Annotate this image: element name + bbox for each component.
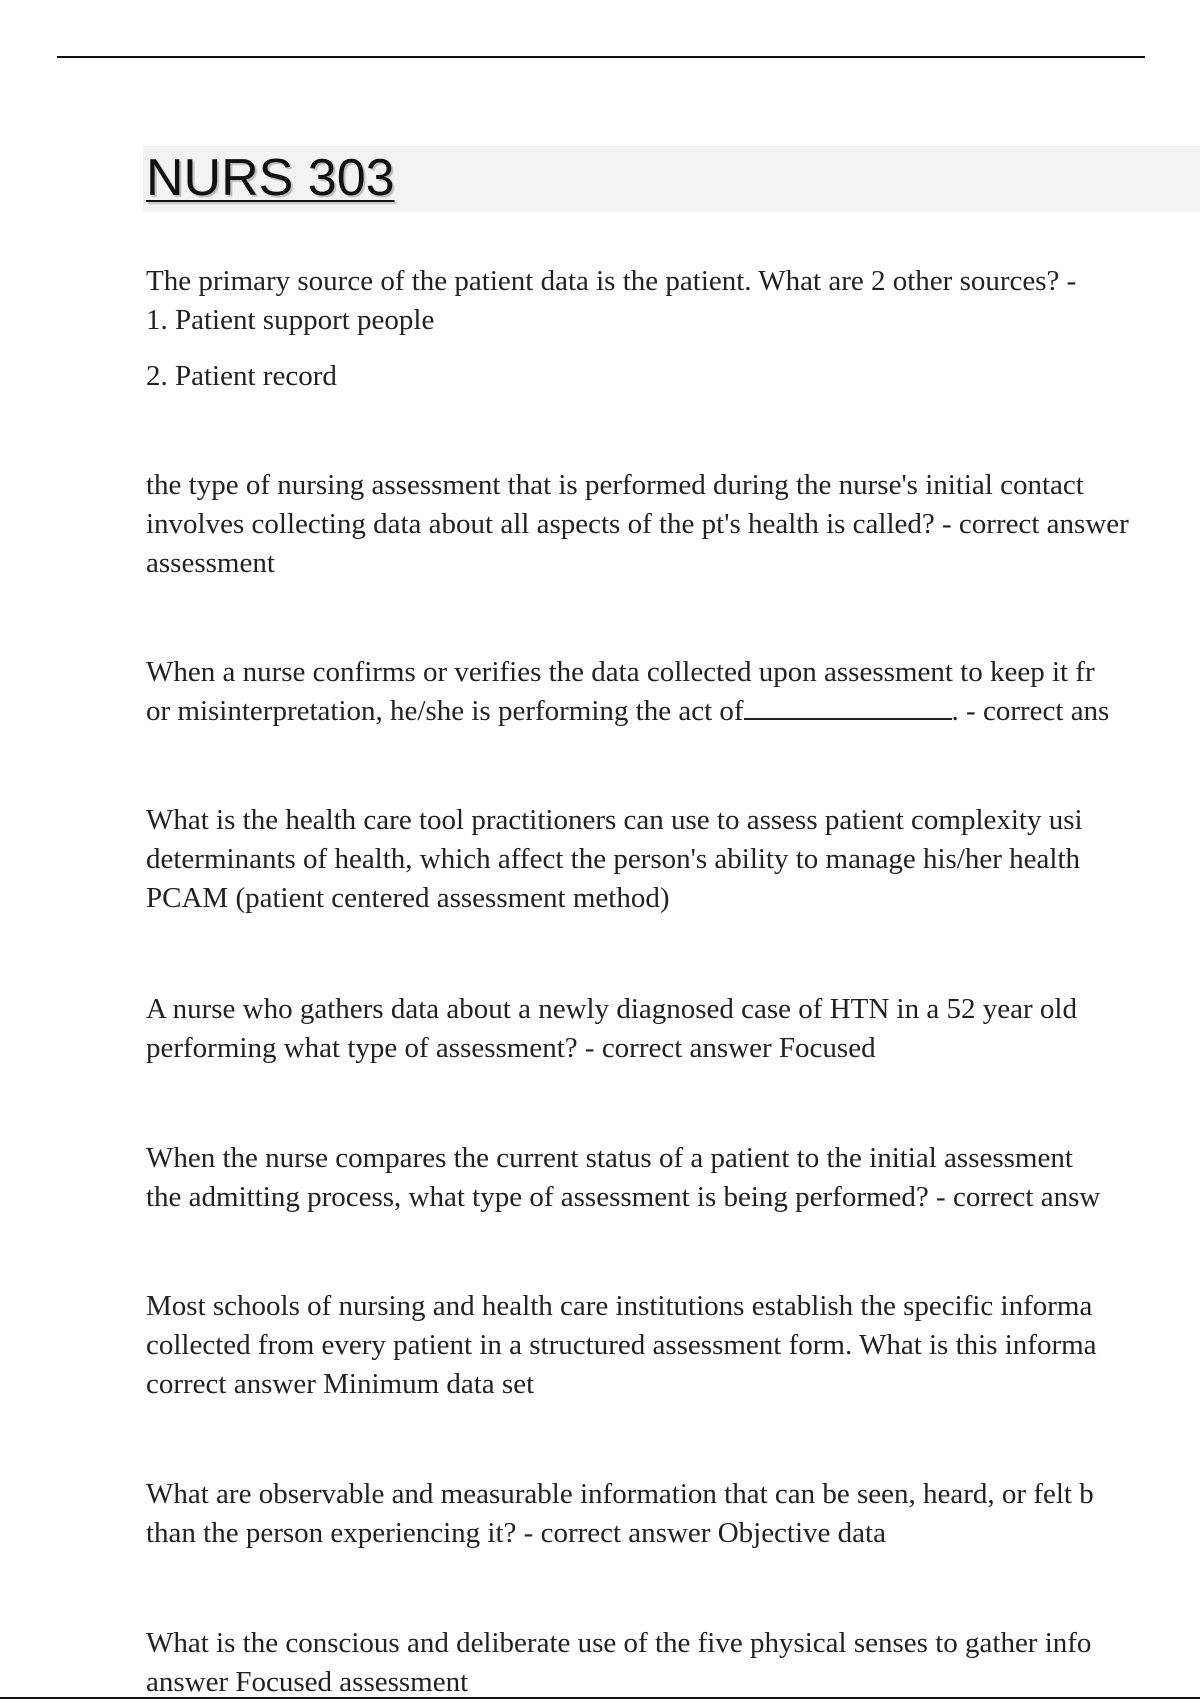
question-line-with-blank: [146, 692, 1200, 731]
question-line: Most schools of nursing and health care institutions establish the specific informa: [146, 1290, 1093, 1322]
answer-line: performing what type of assessment? - correct answer Focused: [146, 1032, 876, 1064]
qa-item-minimum-data-set: [146, 1287, 1200, 1404]
answer-line: assessment: [146, 547, 275, 579]
question-line: determinants of health, which affect the person's ability to manage his/her health: [146, 843, 1081, 875]
question-line: involves collecting data about all aspects of the pt's health is called? - correct answer: [146, 508, 1129, 540]
question-line: the admitting process, what type of assessment is being performed? - correct answ: [146, 1181, 1101, 1213]
question-line: When the nurse compares the current status of a patient to the initial assessment: [146, 1142, 1073, 1174]
question-line: The primary source of the patient data is the patient. What are 2 other sources? -: [146, 265, 1077, 297]
question-line: What is the health care tool practitioners can use to assess patient complexity usi: [146, 804, 1083, 836]
qa-item-sources: [146, 262, 1200, 396]
answer-line: 1. Patient support people: [146, 304, 435, 336]
question-text: or misinterpretation, he/she is performing the act of: [146, 695, 744, 727]
answer-line: answer Focused assessment: [146, 1666, 469, 1698]
question-line: What is the conscious and deliberate use of the five physical senses to gather info: [146, 1627, 1092, 1659]
question-line: When a nurse confirms or verifies the data collected upon assessment to keep it fr: [146, 656, 1095, 688]
fill-in-blank: [744, 696, 952, 720]
top-rule: [57, 56, 1145, 58]
qa-item-objective-data: [146, 1475, 1200, 1553]
answer-line: 2. Patient record: [146, 360, 337, 392]
qa-item-comprehensive: [146, 466, 1200, 583]
qa-item-validation: [146, 653, 1200, 731]
bottom-rule: [0, 1697, 1200, 1699]
answer-line: correct answer Minimum data set: [146, 1368, 535, 1400]
page-title: NURS 303: [146, 149, 395, 207]
answer-line: PCAM (patient centered assessment method): [146, 882, 670, 914]
question-line: A nurse who gathers data about a newly diagnosed case of HTN in a 52 year old: [146, 993, 1077, 1025]
answer-line: than the person experiencing it? - correct answer Objective data: [146, 1517, 886, 1549]
answer-text: . - correct ans: [951, 695, 1110, 727]
qa-item-observation: [146, 1624, 1200, 1702]
qa-item-ongoing: [146, 1139, 1200, 1217]
question-line: collected from every patient in a structured assessment form. What is this informa: [146, 1329, 1097, 1361]
question-line: What are observable and measurable information that can be seen, heard, or felt b: [146, 1478, 1094, 1510]
qa-item-focused: [146, 990, 1200, 1068]
qa-item-pcam: [146, 801, 1200, 918]
question-line: the type of nursing assessment that is performed during the nurse's initial contact: [146, 469, 1084, 501]
